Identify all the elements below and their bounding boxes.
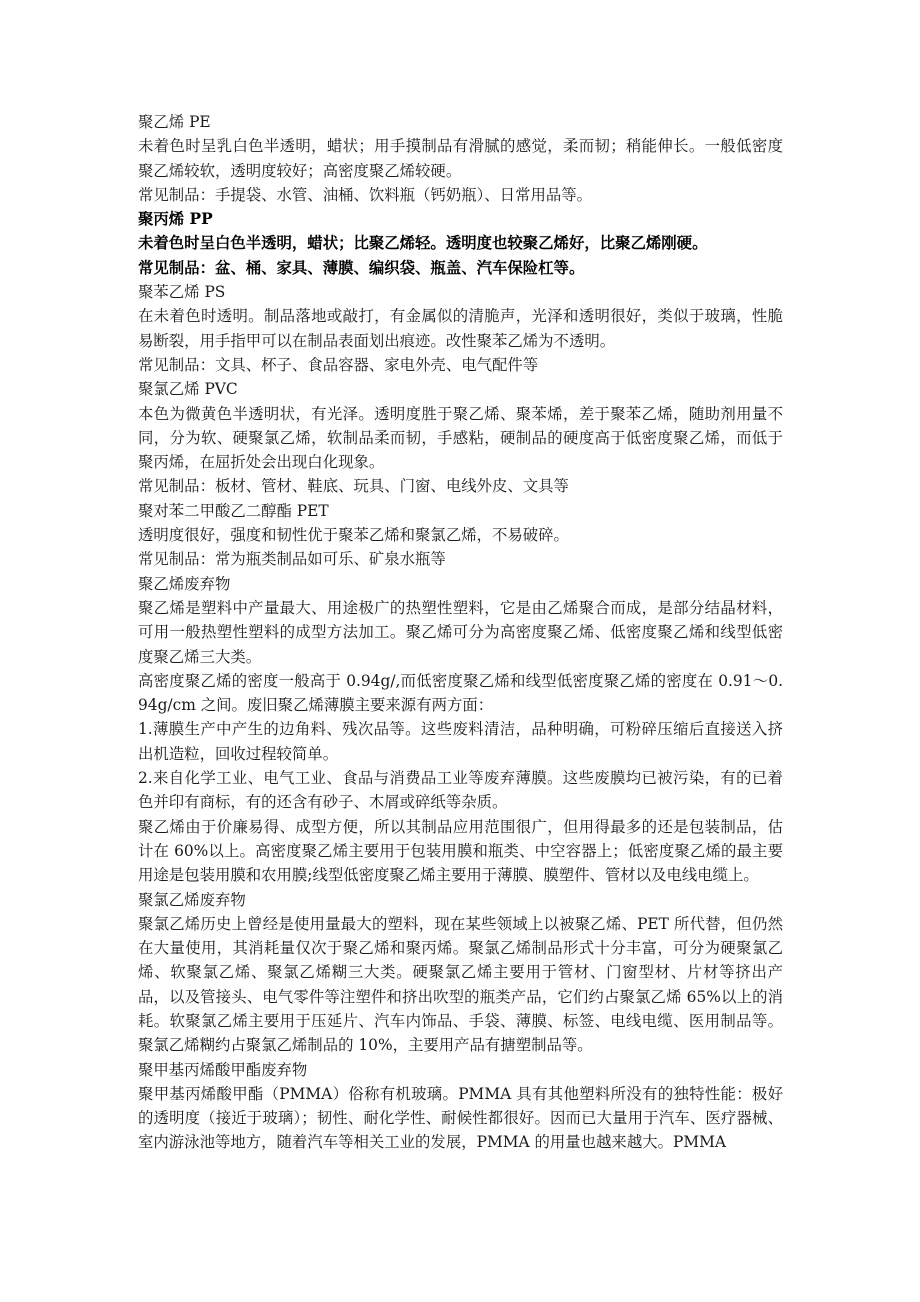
heading-pet: 聚对苯二甲酸乙二醇酯 PET — [138, 501, 329, 520]
paragraph-pvc-products: 常见制品：板材、管材、鞋底、玩具、门窗、电线外皮、文具等 — [138, 477, 569, 496]
paragraph-pvc-waste: 聚氯乙烯历史上曾经是使用量最大的塑料，现在某些领域上以被聚乙烯、PET 所代替，但仍然在大量使用，其消耗量仅次于聚乙烯和聚丙烯。聚氯乙烯制品形式十分丰富，可分为硬聚氯乙烯、软聚氯乙烯、聚氯乙烯糊三大类。硬聚氯乙烯主要用于管材、门窗型材、片材等挤出产品，以及管接头、电气零件等注塑件和挤出吹型的瓶类产品，它们约占聚氯乙烯 65%以上的消耗。软聚氯乙烯主要用于压延片、汽车内饰品、手袋、薄膜、标签、电线电缆、医用制品等。聚氯乙烯糊约占聚氯乙烯制品的 10%，主要用产品有搪塑制品等。 — [138, 914, 783, 1055]
heading-pp: 聚丙烯 PP — [138, 210, 213, 229]
paragraph-pe-description: 未着色时呈乳白色半透明，蜡状；用手摸制品有滑腻的感觉，柔而韧；稍能伸长。一般低密度聚乙烯较软，透明度较好；高密度聚乙烯较硬。 — [138, 137, 783, 180]
paragraph-pvc-description: 本色为微黄色半透明状，有光泽。透明度胜于聚乙烯、聚苯烯，差于聚苯乙烯，随助剂用量不同，分为软、硬聚氯乙烯，软制品柔而韧，手感粘，硬制品的硬度高于低密度聚乙烯，而低于聚丙烯，在屈折处会出现白化现象。 — [138, 404, 783, 472]
paragraph-pet-products: 常见制品：常为瓶类制品如可乐、矿泉水瓶等 — [138, 550, 446, 569]
heading-pvc-waste: 聚氯乙烯废弃物 — [138, 890, 246, 909]
paragraph-pet-description: 透明度很好，强度和韧性优于聚苯乙烯和聚氯乙烯，不易破碎。 — [138, 526, 569, 545]
paragraph-pe-products: 常见制品：手提袋、水管、油桶、饮料瓶（钙奶瓶）、日常用品等。 — [138, 185, 593, 204]
paragraph-pe-waste-source-2: 2.来自化学工业、电气工业、食品与消费品工业等废弃薄膜。这些废膜均已被污染，有的已着色并印有商标，有的还含有砂子、木屑或碎纸等杂质。 — [138, 769, 783, 812]
paragraph-pp-products: 常见制品：盆、桶、家具、薄膜、编织袋、瓶盖、汽车保险杠等。 — [138, 258, 585, 277]
heading-pe: 聚乙烯 PE — [138, 113, 211, 131]
heading-pmma-waste: 聚甲基丙烯酸甲酯废弃物 — [138, 1060, 308, 1079]
heading-pvc: 聚氯乙烯 PVC — [138, 380, 238, 399]
paragraph-pe-waste-intro: 聚乙烯是塑料中产量最大、用途极广的热塑性塑料，它是由乙烯聚合而成，是部分结晶材料，可用一般热塑性塑料的成型方法加工。聚乙烯可分为高密度聚乙烯、低密度聚乙烯和线型低密度聚乙烯三大类。 — [138, 598, 783, 666]
paragraph-ps-description: 在未着色时透明。制品落地或敲打，有金属似的清脆声，光泽和透明很好，类似于玻璃，性脆易断裂，用手指甲可以在制品表面划出痕迹。改性聚苯乙烯为不透明。 — [138, 307, 783, 350]
document-page — [138, 110, 783, 1155]
paragraph-pe-applications: 聚乙烯由于价廉易得、成型方便，所以其制品应用范围很广，但用得最多的还是包装制品，估计在 60%以上。高密度聚乙烯主要用于包装用膜和瓶类、中空容器上；低密度聚乙烯的最主要用途是包装用膜和农用膜;线型低密度聚乙烯主要用于薄膜、膜塑件、管材以及电线电缆上。 — [138, 817, 783, 885]
paragraph-pp-description: 未着色时呈白色半透明，蜡状；比聚乙烯轻。透明度也较聚乙烯好，比聚乙烯刚硬。 — [138, 234, 708, 253]
paragraph-pe-waste-source-1: 1.薄膜生产中产生的边角料、残次品等。这些废料清洁，品种明确，可粉碎压缩后直接送入挤出机造粒，回收过程较简单。 — [138, 720, 783, 763]
paragraph-pmma-waste: 聚甲基丙烯酸甲酯（PMMA）俗称有机玻璃。PMMA 具有其他塑料所没有的独特性能：极好的透明度（接近于玻璃）；韧性、耐化学性、耐候性都很好。因而已大量用于汽车、医疗器械、室内游泳池等地方，随着汽车等相关工业的发展，PMMA 的用量也越来越大。PMMA — [138, 1084, 783, 1152]
paragraph-ps-products: 常见制品：文具、杯子、食品容器、家电外壳、电气配件等 — [138, 355, 539, 374]
paragraph-pe-density: 高密度聚乙烯的密度一般高于 0.94g/,而低密度聚乙烯和线型低密度聚乙烯的密度在 0.91～0.94g/cm 之间。废旧聚乙烯薄膜主要来源有两方面： — [138, 671, 783, 715]
heading-pe-waste: 聚乙烯废弃物 — [138, 574, 231, 593]
heading-ps: 聚苯乙烯 PS — [138, 283, 226, 302]
